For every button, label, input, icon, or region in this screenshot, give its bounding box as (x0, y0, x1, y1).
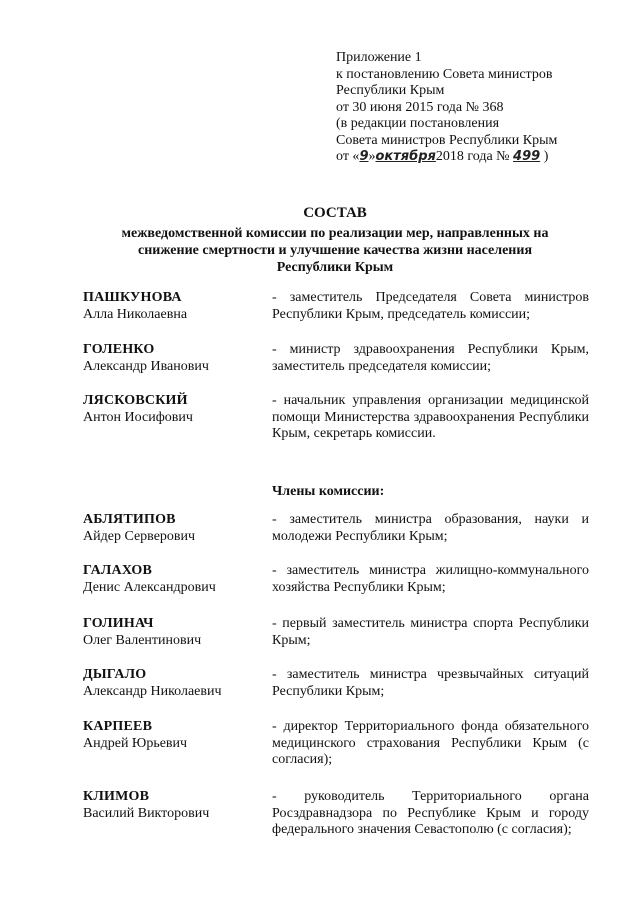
member-name (83, 342, 263, 375)
member-surname: ГОЛИНАЧ (83, 616, 154, 631)
member-name (83, 789, 263, 822)
member-surname: АБЛЯТИПОВ (83, 512, 176, 527)
member-role: - заместитель министра чрезвычайных ситуаций Республики Крым; (272, 667, 589, 699)
member-surname: КАРПЕЕВ (83, 719, 153, 734)
appendix-line-7 (336, 149, 606, 166)
appendix-header (336, 50, 606, 166)
appendix-line-3: Республики Крым (336, 83, 445, 98)
appendix-date-mid: » (368, 149, 376, 164)
member-name (83, 290, 263, 323)
member-surname: ДЫГАЛО (83, 667, 147, 682)
appendix-date-prefix: от « (336, 149, 360, 164)
handwritten-month: октября (375, 149, 436, 164)
member-name (83, 393, 263, 426)
title-line-3: Республики Крым (276, 259, 394, 275)
member-given-name: Денис Александрович (83, 579, 216, 595)
appendix-line-1: Приложение 1 (336, 50, 422, 65)
member-name (83, 512, 263, 545)
member-surname: КЛИМОВ (83, 789, 150, 804)
member-given-name: Алла Николаевна (83, 306, 188, 322)
appendix-date-year: 2018 года № (435, 149, 510, 164)
member-given-name: Василий Викторович (83, 805, 210, 821)
member-given-name: Андрей Юрьевич (83, 735, 188, 751)
appendix-line-2: к постановлению Совета министров (336, 66, 553, 82)
member-name (83, 719, 263, 752)
member-role: - первый заместитель министра спорта Республики Крым; (272, 616, 589, 648)
member-name (83, 667, 263, 700)
member-given-name: Олег Валентинович (83, 632, 202, 648)
member-role: - директор Территориального фонда обязательного медицинского страхования Республики Крым (с согласия); (272, 719, 589, 767)
member-role: - заместитель министра образования, науки и молодежи Республики Крым; (272, 512, 589, 544)
member-role: - заместитель министра жилищно-коммунального хозяйства Республики Крым; (272, 563, 589, 595)
member-given-name: Александр Николаевич (83, 683, 222, 699)
member-given-name: Айдер Серверович (83, 528, 196, 544)
handwritten-number: 499 (513, 149, 541, 164)
member-surname: ГОЛЕНКО (83, 342, 155, 357)
appendix-date-suffix: ) (543, 149, 549, 164)
members-section-label: Члены комиссии: (272, 484, 385, 499)
document-title (80, 205, 590, 276)
title-heading: СОСТАВ (303, 205, 367, 221)
member-given-name: Антон Иосифович (83, 409, 193, 425)
member-name (83, 616, 263, 649)
member-surname: ГАЛАХОВ (83, 563, 153, 578)
appendix-line-4: от 30 июня 2015 года № 368 (336, 99, 504, 115)
title-line-2: снижение смертности и улучшение качества жизни населения (137, 242, 533, 258)
member-role: - заместитель Председателя Совета министров Республики Крым, председатель комиссии; (272, 290, 589, 322)
appendix-line-6: Совета министров Республики Крым (336, 132, 558, 148)
member-surname: ПАШКУНОВА (83, 290, 182, 305)
member-role: - начальник управления организации медицинской помощи Министерства здравоохранения Республики Крым, секретарь комиссии. (272, 393, 589, 441)
member-given-name: Александр Иванович (83, 358, 209, 374)
member-role: - министр здравоохранения Республики Крым, заместитель председателя комиссии; (272, 342, 589, 374)
member-role: - руководитель Территориального органа Росздравнадзора по Республике Крым и городу федерального значения Севастополю (с согласия); (272, 789, 589, 837)
member-surname: ЛЯСКОВСКИЙ (83, 393, 188, 408)
title-line-1: межведомственной комиссии по реализации мер, направленных на (121, 225, 549, 241)
member-name (83, 563, 263, 596)
handwritten-day: 9 (359, 149, 369, 164)
appendix-line-5: (в редакции постановления (336, 116, 500, 131)
